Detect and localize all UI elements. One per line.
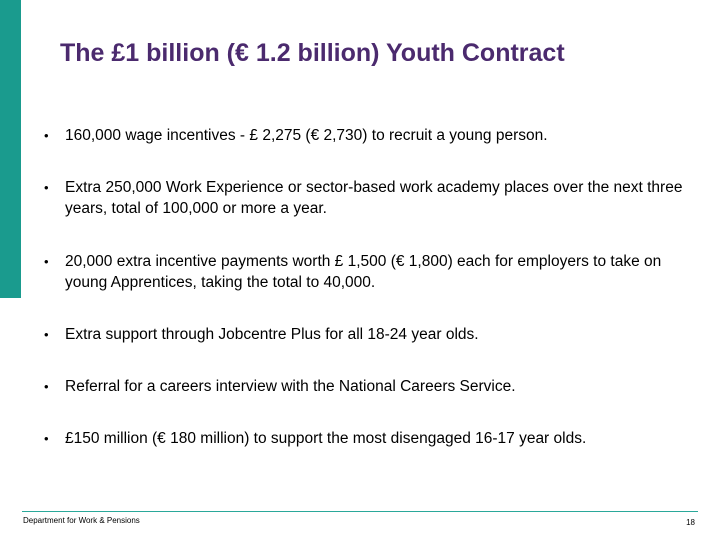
bullet-dot-icon: • [44,254,49,269]
footer-rule [22,511,698,512]
bullet-dot-icon: • [44,327,49,342]
bullet-item-wage-incentives [44,125,684,146]
bullet-dot-icon: • [44,431,49,446]
bullet-dot-icon: • [44,180,49,195]
bullet-item-apprentices [44,251,684,293]
bullet-text: Referral for a careers interview with the National Careers Service. [65,378,516,395]
bullet-text: Extra support through Jobcentre Plus for all 18-24 year olds. [65,326,479,343]
bullet-item-jobcentre-support [44,324,684,345]
footer-organization: Department for Work & Pensions [23,516,140,525]
bullet-dot-icon: • [44,128,49,143]
accent-bar [0,0,21,298]
bullet-dot-icon: • [44,379,49,394]
slide-title: The £1 billion (€ 1.2 billion) Youth Contract [60,39,565,67]
bullet-text: Extra 250,000 Work Experience or sector-based work academy places over the next three years, total of 100,000 or more a year. [65,179,683,217]
bullet-item-careers-interview [44,376,684,397]
bullet-text: 20,000 extra incentive payments worth £ 1,500 (€ 1,800) each for employers to take on young Apprentices, taking the total to 40,000. [65,253,662,291]
page-number: 18 [686,518,695,527]
bullet-item-work-experience [44,177,684,219]
bullet-text: 160,000 wage incentives - £ 2,275 (€ 2,730) to recruit a young person. [65,127,548,144]
bullet-item-disengaged-support [44,428,684,449]
bullet-text: £150 million (€ 180 million) to support the most disengaged 16-17 year olds. [65,430,587,447]
